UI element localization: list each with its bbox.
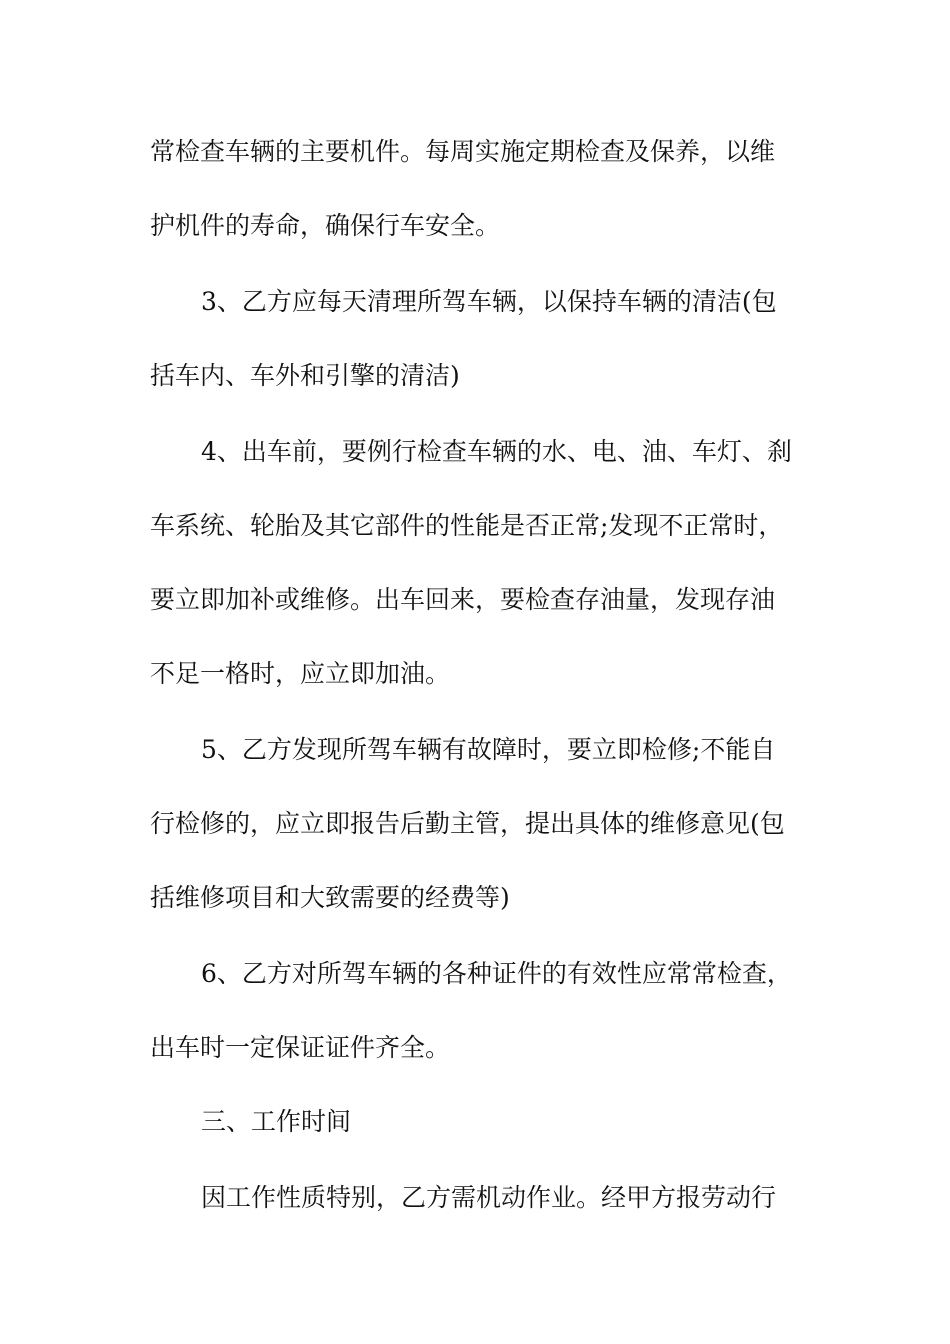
- text-line: 车系统、轮胎及其它部件的性能是否正常;发现不正常时，: [150, 511, 784, 540]
- text-line: 要立即加补或维修。出车回来，要检查存油量，发现存油: [150, 585, 776, 614]
- paragraph-item-5: 5、乙方发现所驾车辆有故障时，要立即检修;不能自: [201, 735, 776, 764]
- paragraph-start: 因工作性质特别，乙方需机动作业。经甲方报劳动行: [201, 1183, 777, 1212]
- text-line: 括维修项目和大致需要的经费等): [150, 883, 510, 912]
- paragraph-item-3: 3、乙方应每天清理所驾车辆，以保持车辆的清洁(包: [201, 287, 777, 316]
- text-line: 不足一格时，应立即加油。: [150, 659, 451, 688]
- section-heading: 三、工作时间: [201, 1107, 352, 1136]
- paragraph-item-6: 6、乙方对所驾车辆的各种证件的有效性应常常检查，: [201, 959, 792, 988]
- paragraph-item-4: 4、出车前，要例行检查车辆的水、电、油、车灯、刹: [201, 437, 792, 466]
- text-line: 出车时一定保证证件齐全。: [150, 1033, 451, 1062]
- text-line: 常检查车辆的主要机件。每周实施定期检查及保养，以维: [150, 137, 776, 166]
- text-line: 括车内、车外和引擎的清洁): [150, 361, 460, 390]
- text-line: 行检修的，应立即报告后勤主管，提出具体的维修意见(包: [150, 809, 785, 838]
- text-line: 护机件的寿命，确保行车安全。: [150, 211, 501, 240]
